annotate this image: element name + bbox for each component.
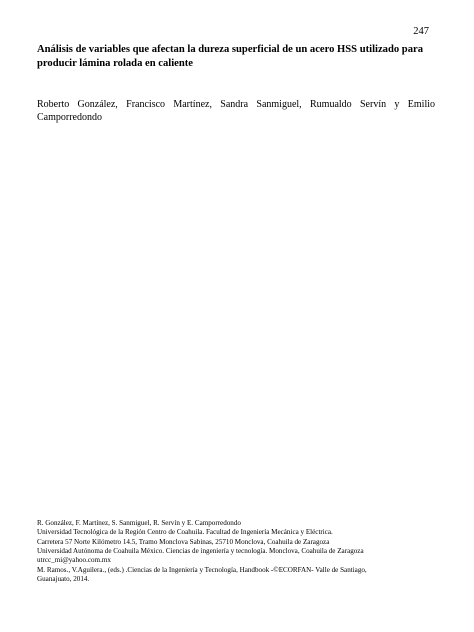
citation-line: Guanajuato, 2014. bbox=[37, 575, 90, 584]
affiliation-authors: R. González, F. Martínez, S. Sanmiguel, R. Servín y E. Camporredondo bbox=[37, 519, 241, 527]
page-number: 247 bbox=[413, 26, 429, 37]
article-title: Análisis de variables que afectan la dureza superficial de un acero HSS utilizado para producir lámina rolada en caliente bbox=[37, 44, 423, 69]
article-authors: Roberto González, Francisco Martínez, Sandra Sanmiguel, Rumualdo Servín y Emilio Camporredondo bbox=[37, 99, 435, 123]
affiliation-line: Carretera 57 Norte Kilómetro 14.5, Tramo Monclova Sabinas, 25710 Monclova, Coahuila de Zaragoza bbox=[37, 537, 330, 546]
affiliation-line: Universidad Autónoma de Coahuila México. Ciencias de ingeniería y tecnología. Monclova, Coahuila de Zaragoza bbox=[37, 546, 364, 555]
citation-line: M. Ramos., V.Aguilera., (eds.) .Ciencias de la Ingeniería y Tecnología, Handbook -©ECORFAN- Valle de Santiago, bbox=[37, 566, 367, 574]
affiliation-line: Universidad Tecnológica de la Región Centro de Coahuila. Facultad de Ingeniería Mecánica y Eléctrica. bbox=[37, 528, 333, 537]
affiliation-email: utrcc_mi@yahoo.com.mx bbox=[37, 556, 111, 565]
citation-block bbox=[37, 566, 437, 585]
affiliation-block bbox=[37, 519, 437, 565]
